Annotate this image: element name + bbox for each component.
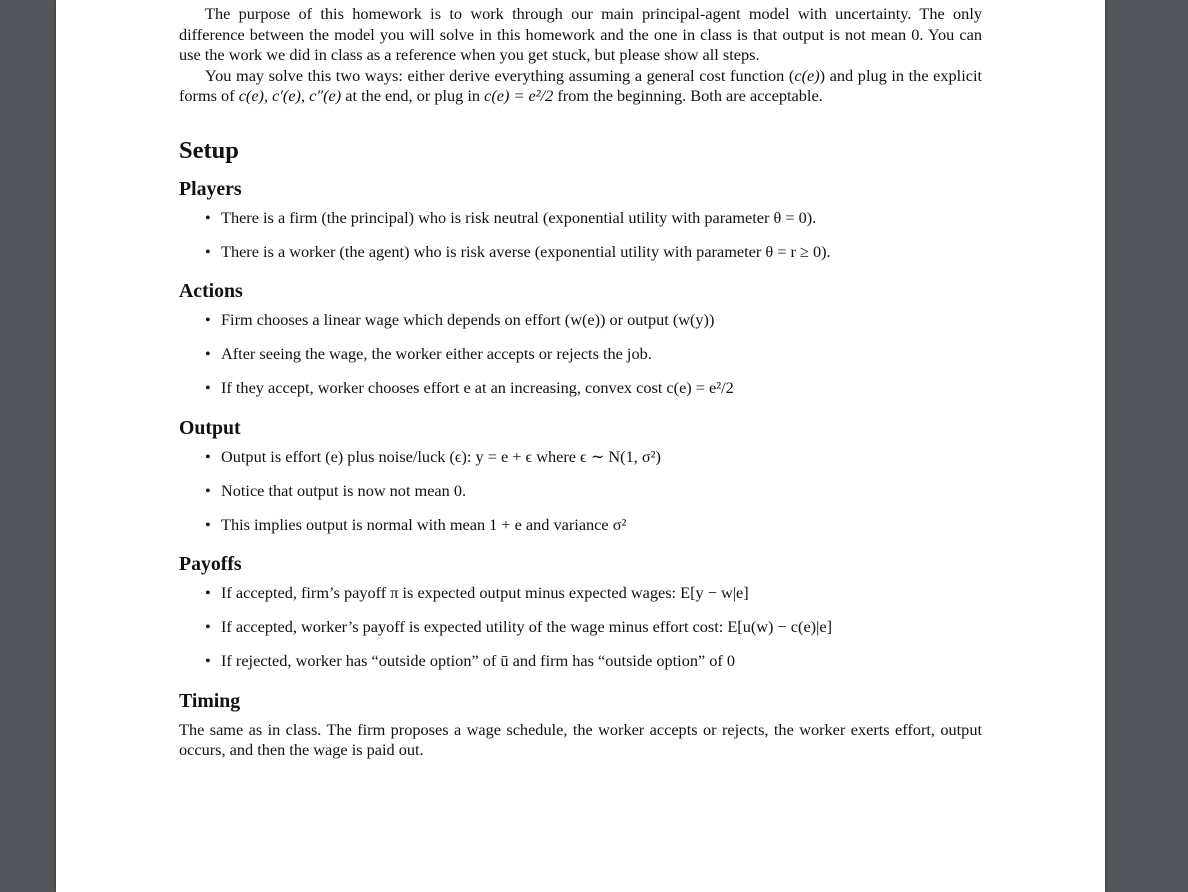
section-output — [179, 416, 982, 535]
list-item-text: There is a worker (the agent) who is risk averse (exponential utility with parameter θ = r ≥ 0). — [221, 241, 831, 261]
math-inline: c(e) — [794, 65, 820, 85]
list-item-text: If accepted, firm’s payoff π is expected output minus expected wages: E[y − w|e] — [221, 583, 749, 603]
payoffs-heading: Payoffs — [179, 553, 242, 576]
list-item — [179, 617, 982, 638]
bullet-icon: • — [205, 241, 211, 261]
section-timing — [179, 689, 982, 761]
list-item-text: This implies output is normal with mean 1 + e and variance σ² — [221, 514, 627, 534]
list-item — [179, 208, 982, 229]
bullet-icon: • — [205, 446, 211, 466]
list-item-text: If accepted, worker’s payoff is expected utility of the wage minus effort cost: E[u(w) − c(e)|e] — [221, 617, 832, 637]
list-item — [179, 242, 982, 263]
bullet-icon: • — [205, 344, 211, 364]
list-item-text: Notice that output is now not mean 0. — [221, 480, 467, 500]
section-players — [179, 177, 982, 262]
intro-text: from the beginning. Both are acceptable. — [553, 86, 823, 106]
list-item — [179, 481, 982, 502]
list-item-text: If rejected, worker has “outside option” of ū and firm has “outside option” of 0 — [221, 650, 736, 670]
page-content — [179, 4, 982, 761]
list-item — [179, 378, 982, 399]
section-actions — [179, 279, 982, 398]
section-payoffs — [179, 552, 982, 671]
list-item — [179, 515, 982, 536]
output-heading: Output — [179, 416, 241, 439]
bullet-icon: • — [205, 378, 211, 398]
players-heading: Players — [179, 177, 242, 200]
intro-text: You may solve this two ways: either derive everything assuming a general cost function ( — [205, 65, 795, 85]
list-item-text: Firm chooses a linear wage which depends on effort (w(e)) or output (w(y)) — [221, 310, 715, 330]
bullet-icon: • — [205, 310, 211, 330]
intro-paragraph-2 — [179, 66, 982, 107]
intro-paragraph-1: The purpose of this homework is to work through our main principal-agent model with uncertainty. The only difference between the model you will solve in this homework and the one in class is that output is not mean 0. You can use the work we did in class as a reference when you get stuck, but please show all steps. — [179, 4, 982, 65]
list-item — [179, 447, 982, 468]
actions-list — [179, 310, 982, 398]
list-item-text: After seeing the wage, the worker either accepts or rejects the job. — [221, 344, 652, 364]
timing-heading: Timing — [179, 689, 241, 712]
list-item-text: There is a firm (the principal) who is risk neutral (exponential utility with parameter θ = 0). — [221, 207, 817, 227]
timing-paragraph: The same as in class. The firm proposes a wage schedule, the worker accepts or rejects, the worker exerts effort, output occurs, and then the wage is paid out. — [179, 719, 982, 760]
list-item-text: If they accept, worker chooses effort e at an increasing, convex cost c(e) = e²/2 — [221, 378, 734, 398]
list-item — [179, 583, 982, 604]
setup-heading: Setup — [179, 136, 239, 164]
payoffs-list — [179, 583, 982, 671]
math-inline: c(e) = e²/2 — [484, 86, 554, 106]
list-item — [179, 310, 982, 331]
bullet-icon: • — [205, 617, 211, 637]
list-item-text: Output is effort (e) plus noise/luck (ϵ): y = e + ϵ where ϵ ∼ N(1, σ²) — [221, 446, 661, 466]
output-list — [179, 447, 982, 535]
bullet-icon: • — [205, 480, 211, 500]
list-item — [179, 651, 982, 672]
math-inline: c(e), c′(e), c″(e) — [238, 86, 342, 106]
list-item — [179, 344, 982, 365]
document-page — [56, 0, 1105, 892]
bullet-icon: • — [205, 514, 211, 534]
intro-text: at the end, or plug in — [341, 86, 485, 106]
intro-text: ) and plug in the explicit forms of — [179, 65, 983, 106]
bullet-icon: • — [205, 650, 211, 670]
players-list — [179, 208, 982, 262]
bullet-icon: • — [205, 207, 211, 227]
actions-heading: Actions — [179, 280, 243, 303]
bullet-icon: • — [205, 583, 211, 603]
